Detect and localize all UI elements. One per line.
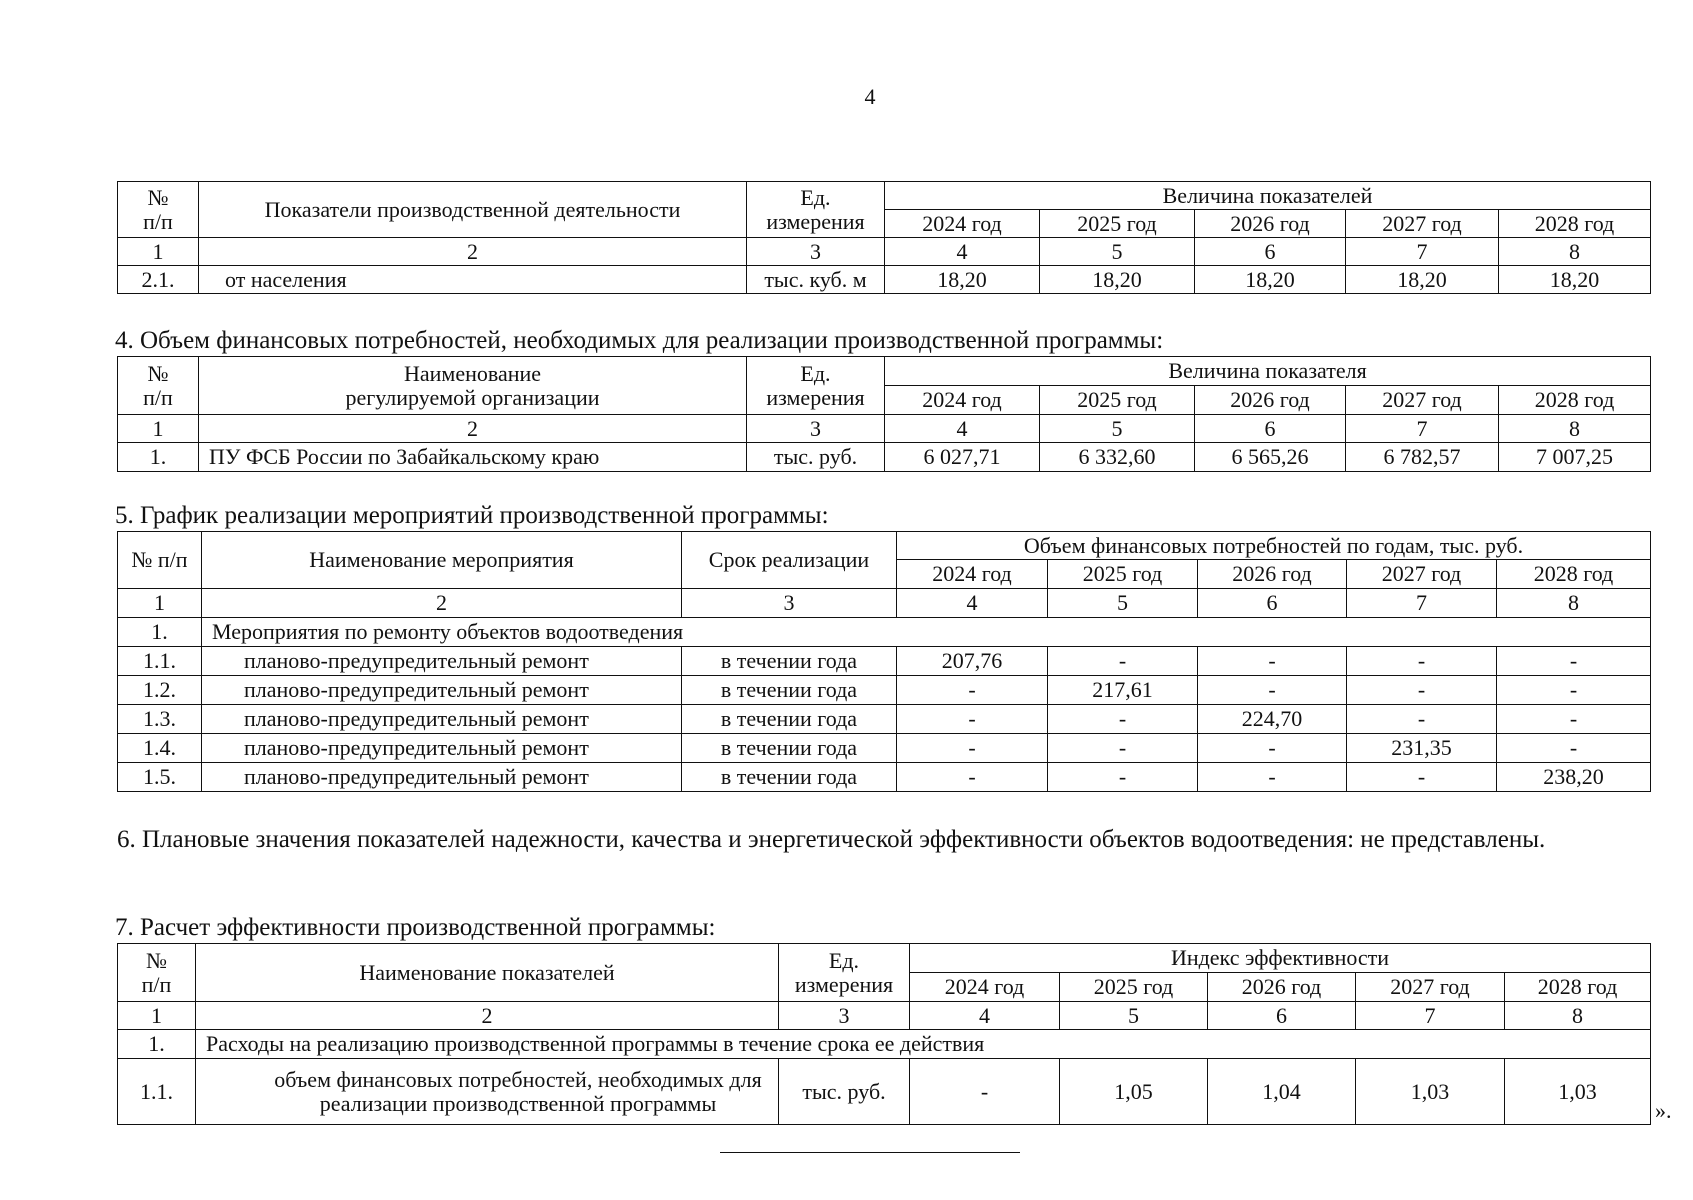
header-year: 2026 год xyxy=(1195,210,1346,238)
row-term: в течении года xyxy=(682,763,897,792)
row-value: 6 332,60 xyxy=(1040,443,1195,472)
table-row xyxy=(118,266,1651,294)
column-index: 7 xyxy=(1346,238,1499,266)
header-year: 2028 год xyxy=(1505,973,1651,1002)
column-index: 3 xyxy=(779,1002,910,1030)
row-value: 18,20 xyxy=(885,266,1040,294)
header-indicators: Наименование показателей xyxy=(196,944,779,1002)
column-index: 8 xyxy=(1499,415,1651,443)
row-value: - xyxy=(1198,647,1347,676)
header-unit: Ед. измерения xyxy=(747,182,885,238)
row-name: планово-предупредительный ремонт xyxy=(202,676,682,705)
row-name: ПУ ФСБ России по Забайкальскому краю xyxy=(199,443,747,472)
table-row xyxy=(118,1059,1651,1125)
column-index: 3 xyxy=(747,415,885,443)
column-index: 8 xyxy=(1499,238,1651,266)
row-term: в течении года xyxy=(682,734,897,763)
group-name: Мероприятия по ремонту объектов водоотведения xyxy=(202,618,1651,647)
row-value: - xyxy=(1198,676,1347,705)
row-value: - xyxy=(1048,705,1198,734)
row-value: 224,70 xyxy=(1198,705,1347,734)
row-value: 1,03 xyxy=(1505,1059,1651,1125)
row-value: 18,20 xyxy=(1040,266,1195,294)
row-value: - xyxy=(910,1059,1060,1125)
header-year: 2024 год xyxy=(885,386,1040,415)
header-activity: Наименование мероприятия xyxy=(202,532,682,589)
table-row xyxy=(118,705,1651,734)
column-index: 5 xyxy=(1060,1002,1208,1030)
table-row xyxy=(118,763,1651,792)
page-number: 4 xyxy=(864,84,876,109)
row-name: планово-предупредительный ремонт xyxy=(202,705,682,734)
column-index: 8 xyxy=(1497,589,1651,618)
header-year: 2024 год xyxy=(910,973,1060,1002)
column-index: 5 xyxy=(1040,415,1195,443)
header-year: 2024 год xyxy=(885,210,1040,238)
header-organization: Наименование регулируемой организации xyxy=(199,357,747,415)
row-value: 18,20 xyxy=(1195,266,1346,294)
header-term: Срок реализации xyxy=(682,532,897,589)
header-year: 2026 год xyxy=(1208,973,1356,1002)
header-year: 2026 год xyxy=(1198,560,1347,589)
header-unit: Ед. измерения xyxy=(747,357,885,415)
row-value: - xyxy=(897,763,1048,792)
header-number: № п/п xyxy=(118,357,199,415)
header-year: 2025 год xyxy=(1048,560,1198,589)
header-number: № п/п xyxy=(118,944,196,1002)
header-values: Величина показателей xyxy=(885,182,1651,210)
row-value: - xyxy=(897,705,1048,734)
group-number: 1. xyxy=(118,1030,196,1059)
row-number: 1.4. xyxy=(118,734,202,763)
efficiency-table xyxy=(117,943,1651,1125)
header-year: 2027 год xyxy=(1347,560,1497,589)
row-unit: тыс. руб. xyxy=(779,1059,910,1125)
table-group-row xyxy=(118,618,1651,647)
column-index: 2 xyxy=(196,1002,779,1030)
section-4-title: 4. Объем финансовых потребностей, необходимых для реализации производственной программы: xyxy=(115,327,1164,354)
column-index: 7 xyxy=(1356,1002,1505,1030)
column-index: 3 xyxy=(747,238,885,266)
header-year: 2025 год xyxy=(1040,210,1195,238)
section-5-title: 5. График реализации мероприятий производственной программы: xyxy=(115,502,829,529)
row-number: 2.1. xyxy=(118,266,199,294)
table-row xyxy=(118,676,1651,705)
column-index: 6 xyxy=(1208,1002,1356,1030)
column-index: 2 xyxy=(199,415,747,443)
header-indicators: Показатели производственной деятельности xyxy=(199,182,747,238)
row-number: 1. xyxy=(118,443,199,472)
column-index: 6 xyxy=(1195,415,1346,443)
row-value: - xyxy=(1347,676,1497,705)
row-unit: тыс. руб. xyxy=(747,443,885,472)
row-number: 1.3. xyxy=(118,705,202,734)
column-index: 1 xyxy=(118,238,199,266)
row-unit: тыс. куб. м xyxy=(747,266,885,294)
row-value: - xyxy=(1347,705,1497,734)
row-number: 1.5. xyxy=(118,763,202,792)
row-value: 217,61 xyxy=(1048,676,1198,705)
closing-quote: ». xyxy=(1655,1098,1672,1123)
row-term: в течении года xyxy=(682,647,897,676)
row-number: 1.1. xyxy=(118,647,202,676)
row-name: объем финансовых потребностей, необходимых для реализации производственной программы xyxy=(196,1059,779,1125)
row-value: 6 027,71 xyxy=(885,443,1040,472)
column-index: 5 xyxy=(1048,589,1198,618)
group-number: 1. xyxy=(118,618,202,647)
section-7-title: 7. Расчет эффективности производственной программы: xyxy=(115,914,716,941)
row-value: 18,20 xyxy=(1346,266,1499,294)
row-value: - xyxy=(1497,734,1651,763)
header-year: 2028 год xyxy=(1497,560,1651,589)
header-year: 2026 год xyxy=(1195,386,1346,415)
column-index: 4 xyxy=(885,238,1040,266)
header-number: № п/п xyxy=(118,182,199,238)
header-values: Индекс эффективности xyxy=(910,944,1651,973)
row-number: 1.2. xyxy=(118,676,202,705)
column-index: 2 xyxy=(199,238,747,266)
row-value: - xyxy=(1497,647,1651,676)
row-value: 207,76 xyxy=(897,647,1048,676)
header-year: 2027 год xyxy=(1356,973,1505,1002)
column-index: 5 xyxy=(1040,238,1195,266)
row-value: 1,03 xyxy=(1356,1059,1505,1125)
row-value: - xyxy=(1497,705,1651,734)
row-term: в течении года xyxy=(682,705,897,734)
header-year: 2025 год xyxy=(1060,973,1208,1002)
financial-needs-table xyxy=(117,356,1651,472)
column-index: 4 xyxy=(897,589,1048,618)
row-name: от населения xyxy=(199,266,747,294)
header-values: Величина показателя xyxy=(885,357,1651,386)
row-value: - xyxy=(1347,647,1497,676)
row-value: 7 007,25 xyxy=(1499,443,1651,472)
row-value: - xyxy=(1347,763,1497,792)
column-index: 1 xyxy=(118,589,202,618)
row-value: 6 782,57 xyxy=(1346,443,1499,472)
row-value: - xyxy=(1048,647,1198,676)
column-index: 4 xyxy=(910,1002,1060,1030)
production-indicators-table xyxy=(117,181,1651,294)
row-value: - xyxy=(897,734,1048,763)
row-name: планово-предупредительный ремонт xyxy=(202,647,682,676)
table-row xyxy=(118,443,1651,472)
footer-rule xyxy=(720,1152,1020,1153)
row-value: - xyxy=(1048,763,1198,792)
schedule-table xyxy=(117,531,1651,792)
table-row xyxy=(118,647,1651,676)
header-values: Объем финансовых потребностей по годам, тыс. руб. xyxy=(897,532,1651,560)
section-6-text: 6. Плановые значения показателей надежности, качества и энергетической эффективности объектов водоотведения: не представлены. xyxy=(117,826,1546,853)
column-index: 4 xyxy=(885,415,1040,443)
row-value: 18,20 xyxy=(1499,266,1651,294)
group-name: Расходы на реализацию производственной программы в течение срока ее действия xyxy=(196,1030,1651,1059)
header-year: 2028 год xyxy=(1499,210,1651,238)
row-value: 231,35 xyxy=(1347,734,1497,763)
row-number: 1.1. xyxy=(118,1059,196,1125)
header-year: 2024 год xyxy=(897,560,1048,589)
column-index: 1 xyxy=(118,415,199,443)
table-row xyxy=(118,734,1651,763)
column-index: 7 xyxy=(1347,589,1497,618)
row-value: 6 565,26 xyxy=(1195,443,1346,472)
row-value: - xyxy=(1497,676,1651,705)
column-index: 6 xyxy=(1195,238,1346,266)
row-value: - xyxy=(1198,734,1347,763)
row-value: - xyxy=(1048,734,1198,763)
header-number: № п/п xyxy=(118,532,202,589)
column-index: 1 xyxy=(118,1002,196,1030)
header-year: 2027 год xyxy=(1346,386,1499,415)
row-value: - xyxy=(1198,763,1347,792)
column-index: 6 xyxy=(1198,589,1347,618)
header-year: 2025 год xyxy=(1040,386,1195,415)
row-value: 1,04 xyxy=(1208,1059,1356,1125)
row-term: в течении года xyxy=(682,676,897,705)
table-group-row xyxy=(118,1030,1651,1059)
column-index: 7 xyxy=(1346,415,1499,443)
row-value: 1,05 xyxy=(1060,1059,1208,1125)
header-year: 2027 год xyxy=(1346,210,1499,238)
row-value: 238,20 xyxy=(1497,763,1651,792)
column-index: 2 xyxy=(202,589,682,618)
row-name: планово-предупредительный ремонт xyxy=(202,763,682,792)
column-index: 8 xyxy=(1505,1002,1651,1030)
header-unit: Ед. измерения xyxy=(779,944,910,1002)
row-value: - xyxy=(897,676,1048,705)
column-index: 3 xyxy=(682,589,897,618)
row-name: планово-предупредительный ремонт xyxy=(202,734,682,763)
header-year: 2028 год xyxy=(1499,386,1651,415)
